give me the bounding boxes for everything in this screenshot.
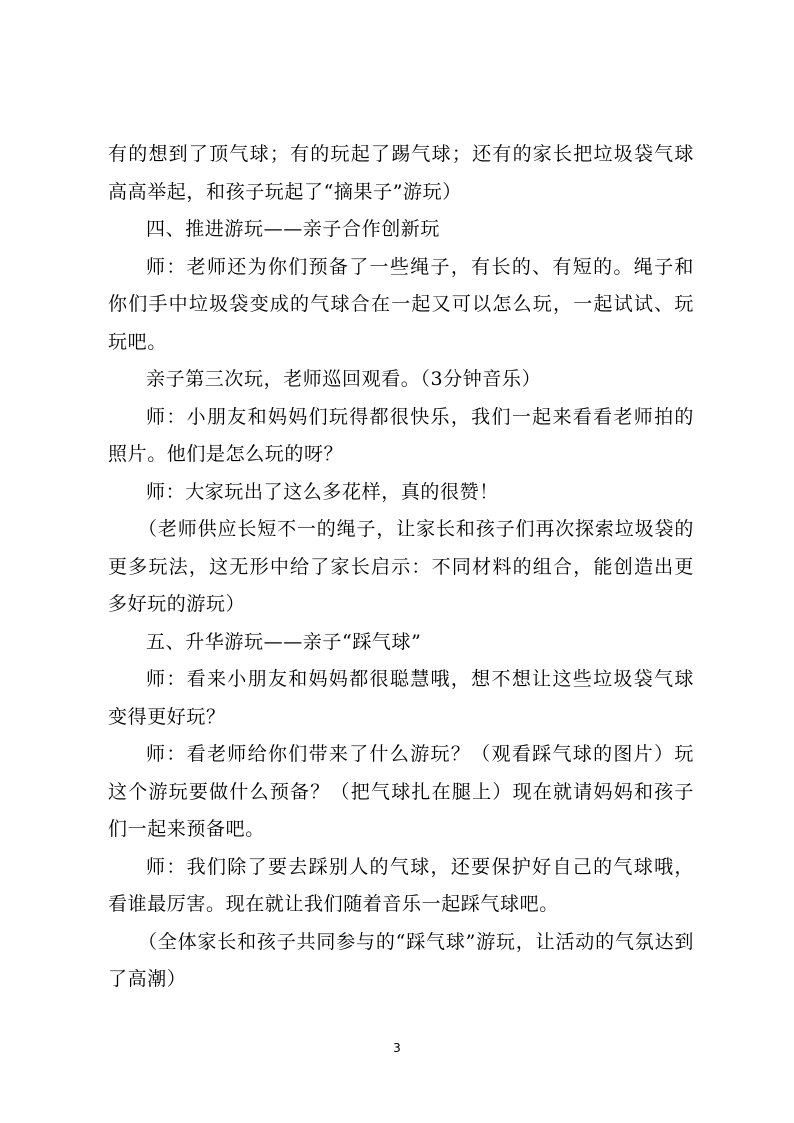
paragraph-continuation: 有的想到了顶气球；有的玩起了踢气球；还有的家长把垃圾袋气球高高举起，和孩子玩起了“摘果子”游玩） bbox=[108, 143, 694, 203]
paragraph-teacher-praise: 师：大家玩出了这么多花样，真的很赞！ bbox=[146, 480, 499, 503]
paragraph-teacher-smart: 师：看来小朋友和妈妈都很聪慧哦，想不想让这些垃圾袋气球变得更好玩？ bbox=[108, 668, 694, 728]
paragraph-teacher-ropes: 师：老师还为你们预备了一些绳子，有长的、有短的。绳子和你们手中垃圾袋变成的气球合在一起又可以怎么玩，一起试试、玩玩吧。 bbox=[108, 255, 694, 353]
document-body bbox=[108, 136, 694, 999]
section-heading-four: 四、推进游玩——亲子合作创新玩 bbox=[146, 218, 441, 240]
paragraph-teacher-photos: 师：小朋友和妈妈们玩得都很快乐，我们一起来看看老师拍的照片。他们是怎么玩的呀？ bbox=[108, 405, 694, 465]
page-number: 3 bbox=[393, 1041, 401, 1055]
paragraph-note-ropes: （老师供应长短不一的绳子，让家长和孩子们再次探索垃圾袋的更多玩法，这无形中给了家长启示：不同材料的组合，能创造出更多好玩的游玩） bbox=[108, 518, 694, 615]
section-heading-five: 五、升华游玩——亲子“踩气球” bbox=[146, 630, 422, 653]
paragraph-note-climax: （全体家长和孩子共同参与的“踩气球”游玩，让活动的气氛达到了高潮） bbox=[108, 930, 694, 990]
paragraph-third-play: 亲子第三次玩，老师巡回观看。（3分钟音乐） bbox=[146, 368, 542, 390]
paragraph-teacher-game: 师：看老师给你们带来了什么游玩？（观看踩气球的图片）玩这个游玩要做什么预备？（把气球扎在腿上）现在就请妈妈和孩子们一起来预备吧。 bbox=[108, 743, 694, 840]
paragraph-teacher-protect: 师：我们除了要去踩别人的气球，还要保护好自己的气球哦，看谁最厉害。现在就让我们随着音乐一起踩气球吧。 bbox=[108, 855, 694, 915]
